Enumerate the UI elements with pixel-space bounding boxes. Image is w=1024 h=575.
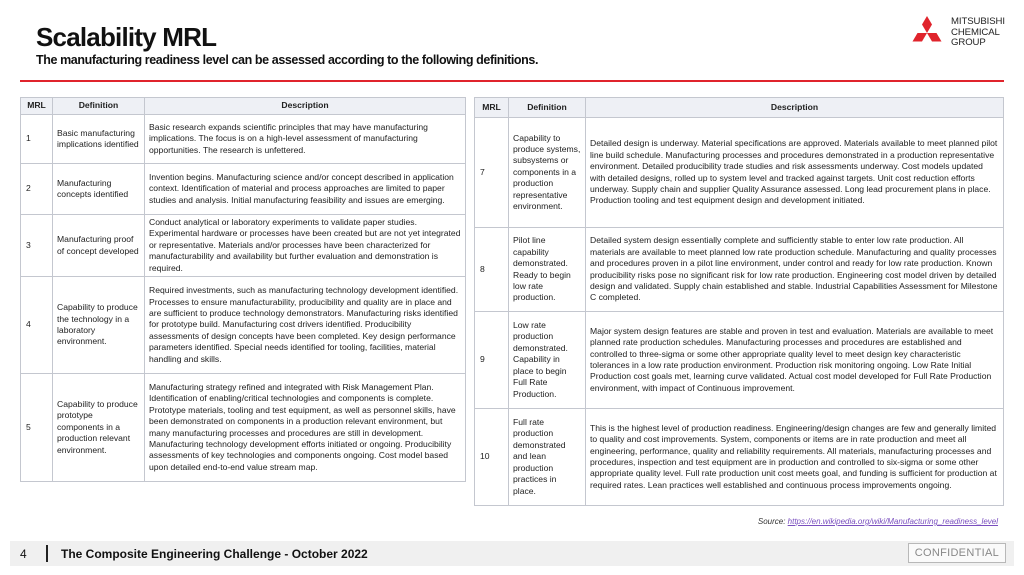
- table-row: [21, 277, 466, 374]
- definition-cell: Pilot line capability demonstrated. Ready to begin low rate production.: [509, 228, 586, 312]
- source-citation: [758, 517, 998, 526]
- logo-line-3: GROUP: [951, 37, 986, 49]
- footer-title: The Composite Engineering Challenge - October 2022: [61, 547, 368, 561]
- mrl-cell: 2: [21, 164, 53, 215]
- table-row: [475, 118, 1004, 228]
- description-cell: Manufacturing strategy refined and integrated with Risk Management Plan. Identification of enabling/critical technologies and components is complete. Prototype materials, tooling and test equipment, as well as personnel skills, have been demonstrated on components in a production relevant environment, but many manufacturing processes and procedures are still in development. Manufacturing technology development efforts initiated or ongoing. Producibility assessments of key technologies and components ongoing. Cost model based upon detailed end-to-end value stream map.: [145, 374, 466, 482]
- footer-divider: [46, 545, 48, 562]
- table-row: [21, 374, 466, 482]
- definition-cell: Full rate production demonstrated and lean production practices in place.: [509, 409, 586, 506]
- company-logo: [908, 16, 1012, 52]
- page-title: Scalability MRL: [36, 22, 217, 52]
- table-header-row: [475, 98, 1004, 118]
- confidential-badge: CONFIDENTIAL: [908, 543, 1006, 563]
- table-row: [21, 164, 466, 215]
- column-header-definition: Definition: [509, 98, 586, 118]
- description-cell: Major system design features are stable and proven in test and evaluation. Materials are available to meet planned rate production schedules. Manufacturing processes and procedures are established and controlled to three-sigma or some other appropriate quality level to meet design key characteristic tolerances in a low rate production environment. Production risk monitoring ongoing. Low Rate Initial Production cost goals met, learning curve validated. Actual cost model developed for Full Rate Production environment, with impact of Continuous improvement.: [586, 312, 1004, 409]
- definition-cell: Manufacturing proof of concept developed: [53, 215, 145, 277]
- source-label: Source:: [757, 517, 788, 526]
- mrl-cell: 1: [21, 115, 53, 164]
- logo-line-1: MITSUBISHI: [951, 16, 1005, 27]
- footer-bar: [10, 541, 1014, 566]
- column-header-mrl: MRL: [475, 98, 509, 118]
- mrl-cell: 3: [21, 215, 53, 277]
- description-cell: Invention begins. Manufacturing science and/or concept described in application context. Identification of material and process approaches are limited to paper studies and analysis. Initial manufacturing feasibility and issues are emerging.: [145, 164, 466, 215]
- table-header-row: [21, 98, 466, 115]
- header-divider: [20, 80, 1004, 82]
- definition-cell: Basic manufacturing implications identified: [53, 115, 145, 164]
- mrl-table-right: [474, 97, 1004, 506]
- logo-wordmark: [951, 17, 1005, 49]
- table-row: [475, 312, 1004, 409]
- mrl-cell: 4: [21, 277, 53, 374]
- source-link[interactable]: https://en.wikipedia.org/wiki/Manufacturing_readiness_level: [787, 517, 998, 526]
- mrl-cell: 5: [21, 374, 53, 482]
- description-cell: This is the highest level of production readiness. Engineering/design changes are few and generally limited to quality and cost improvements. System, components or items are in rate production and meet all engineering, performance, quality and reliability requirements. All materials, manufacturing processes and procedures, inspection and test equipment are in production and controlled to six-sigma or some other appropriate quality level. Full rate production unit cost meets goal, and funding is sufficient for production at required rates. Lean practices well established and continuous process improvements ongoing.: [586, 409, 1004, 506]
- table-row: [475, 409, 1004, 506]
- logo-line-2: CHEMICAL: [951, 26, 1000, 38]
- description-cell: Detailed system design essentially complete and sufficiently stable to enter low rate production. All materials are available to meet planned low rate production schedule. Manufacturing and quality processes and procedures proven in a pilot line environment, under control and ready for low rate production. Known producibility risks pose no significant risk for low rate production. Engineering cost model driven by detailed design and validated. Supply chain established and stable. Industrial Capabilities Assessment for Milestone C completed.: [586, 228, 1004, 312]
- definition-cell: Capability to produce the technology in a laboratory environment.: [53, 277, 145, 374]
- description-cell: Detailed design is underway. Material specifications are approved. Materials available to meet planned pilot line build schedule. Manufacturing processes and procedures demonstrated in a production representative environment. Detailed producibility trade studies and risk assessments underway. Cost models updated with detailed designs, rolled up to system level and tracked against targets. Unit cost reduction efforts underway. Supply chain and supplier Quality Assurance assessed. Long lead procurement plans in place. Production tooling and test equipment design and development initiated.: [586, 118, 1004, 228]
- description-cell: Basic research expands scientific principles that may have manufacturing implications. The focus is on a high-level assessment of manufacturing opportunities. The research is unfettered.: [145, 115, 466, 164]
- column-header-description: Description: [586, 98, 1004, 118]
- mrl-cell: 8: [475, 228, 509, 312]
- description-cell: Required investments, such as manufacturing technology development identified. Processes to ensure manufacturability, producibility and quality are in place and are sufficient to produce technology demonstrators. Manufacturing risks identified for prototype build. Manufacturing cost drivers identified. Producibility assessments of design concepts have been completed. Key design performance parameters identified. Special needs identified for tooling, facilities, material handling and skills.: [145, 277, 466, 374]
- column-header-definition: Definition: [53, 98, 145, 115]
- definition-cell: Capability to produce prototype components in a production relevant environment.: [53, 374, 145, 482]
- page-number: 4: [20, 547, 27, 561]
- description-cell: Conduct analytical or laboratory experiments to validate paper studies. Experimental hardware or processes have been created but are not yet integrated or representative. Materials and/or processes have been characterized for manufacturability and availability but further evaluation and demonstration is required.: [145, 215, 466, 277]
- table-row: [21, 115, 466, 164]
- table-row: [475, 228, 1004, 312]
- mrl-cell: 10: [475, 409, 509, 506]
- mrl-cell: 9: [475, 312, 509, 409]
- table-row: [21, 215, 466, 277]
- column-header-description: Description: [145, 98, 466, 115]
- definition-cell: Manufacturing concepts identified: [53, 164, 145, 215]
- three-diamonds-logo-icon: [908, 16, 946, 50]
- mrl-table-left: [20, 97, 466, 482]
- page-subtitle: The manufacturing readiness level can be assessed according to the following definitions.: [36, 53, 539, 67]
- column-header-mrl: MRL: [21, 98, 53, 115]
- mrl-cell: 7: [475, 118, 509, 228]
- definition-cell: Low rate production demonstrated. Capability in place to begin Full Rate Production.: [509, 312, 586, 409]
- definition-cell: Capability to produce systems, subsystems or components in a production representative environment.: [509, 118, 586, 228]
